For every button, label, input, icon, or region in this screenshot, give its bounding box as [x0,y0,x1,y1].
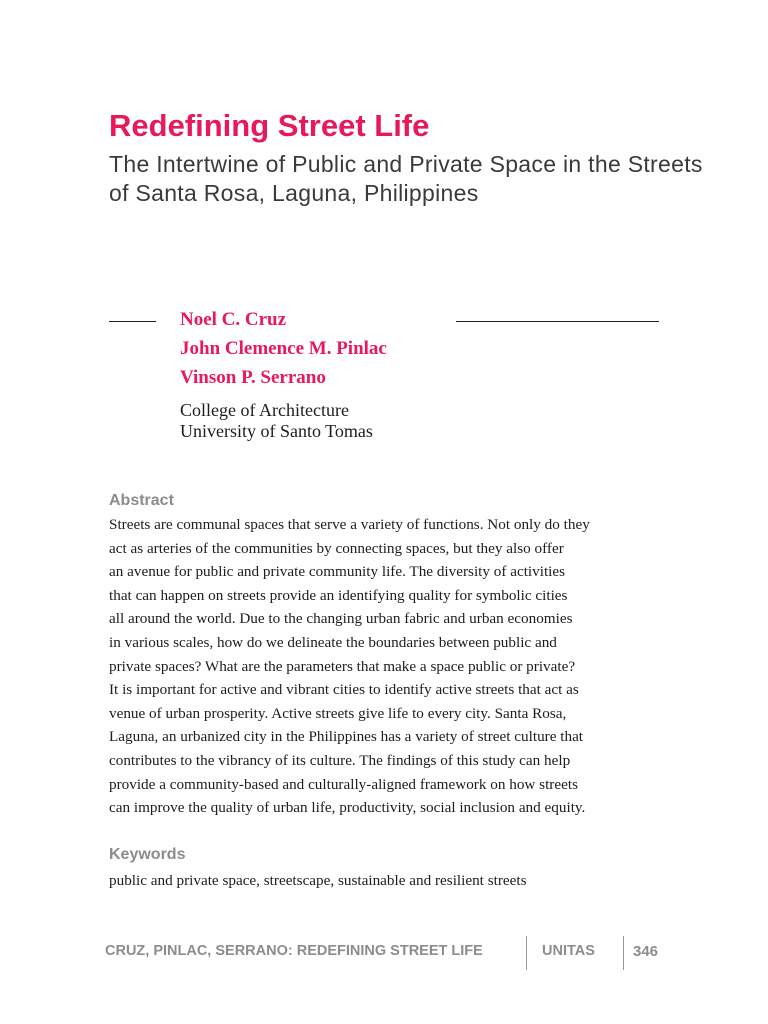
author-affiliation [180,400,373,442]
abstract-line: Laguna, an urbanized city in the Philippines has a variety of street culture that [109,728,584,746]
abstract-line: in various scales, how do we delineate the boundaries between public and [109,633,557,651]
footer-running-head: CRUZ, PINLAC, SERRANO: REDEFINING STREET LIFE [105,943,483,959]
author-name: Vinson P. Serrano [180,367,326,388]
author-rule-right [456,321,659,322]
abstract-line: all around the world. Due to the changing urban fabric and urban economies [109,610,573,628]
abstract-line: act as arteries of the communities by connecting spaces, but they also offer [109,539,564,557]
affiliation-college: College of Architecture [180,400,349,420]
abstract-heading: Abstract [109,492,174,509]
abstract-line: can improve the quality of urban life, productivity, social inclusion and equity. [109,799,586,817]
article-subtitle: The Intertwine of Public and Private Space in the Streets of Santa Rosa, Laguna, Philippines [109,151,703,206]
abstract-line: It is important for active and vibrant cities to identify active streets that act as [109,681,579,699]
abstract-line: an avenue for public and private community life. The diversity of activities [109,563,566,581]
abstract-line: that can happen on streets provide an identifying quality for symbolic cities [109,586,568,604]
author-list [180,305,387,392]
abstract-body [109,513,669,820]
author-rule-left [109,321,156,322]
footer-journal-name: UNITAS [542,943,595,959]
article-title: Redefining Street Life [109,108,430,143]
author-name: John Clemence M. Pinlac [180,338,387,359]
abstract-line: provide a community-based and culturally-aligned framework on how streets [109,775,578,793]
abstract-line: venue of urban prosperity. Active streets give life to every city. Santa Rosa, [109,704,567,722]
footer-divider [526,936,527,970]
keywords-text: public and private space, streetscape, sustainable and resilient streets [109,872,527,889]
footer-page-number: 346 [633,943,659,960]
abstract-line: private spaces? What are the parameters that make a space public or private? [109,657,576,675]
affiliation-university: University of Santo Tomas [180,421,373,441]
abstract-line: Streets are communal spaces that serve a variety of functions. Not only do they [109,516,590,533]
keywords-heading: Keywords [109,846,186,863]
footer-divider [623,936,624,970]
abstract-line: contributes to the vibrancy of its culture. The findings of this study can help [109,751,571,769]
author-name: Noel C. Cruz [180,309,287,330]
